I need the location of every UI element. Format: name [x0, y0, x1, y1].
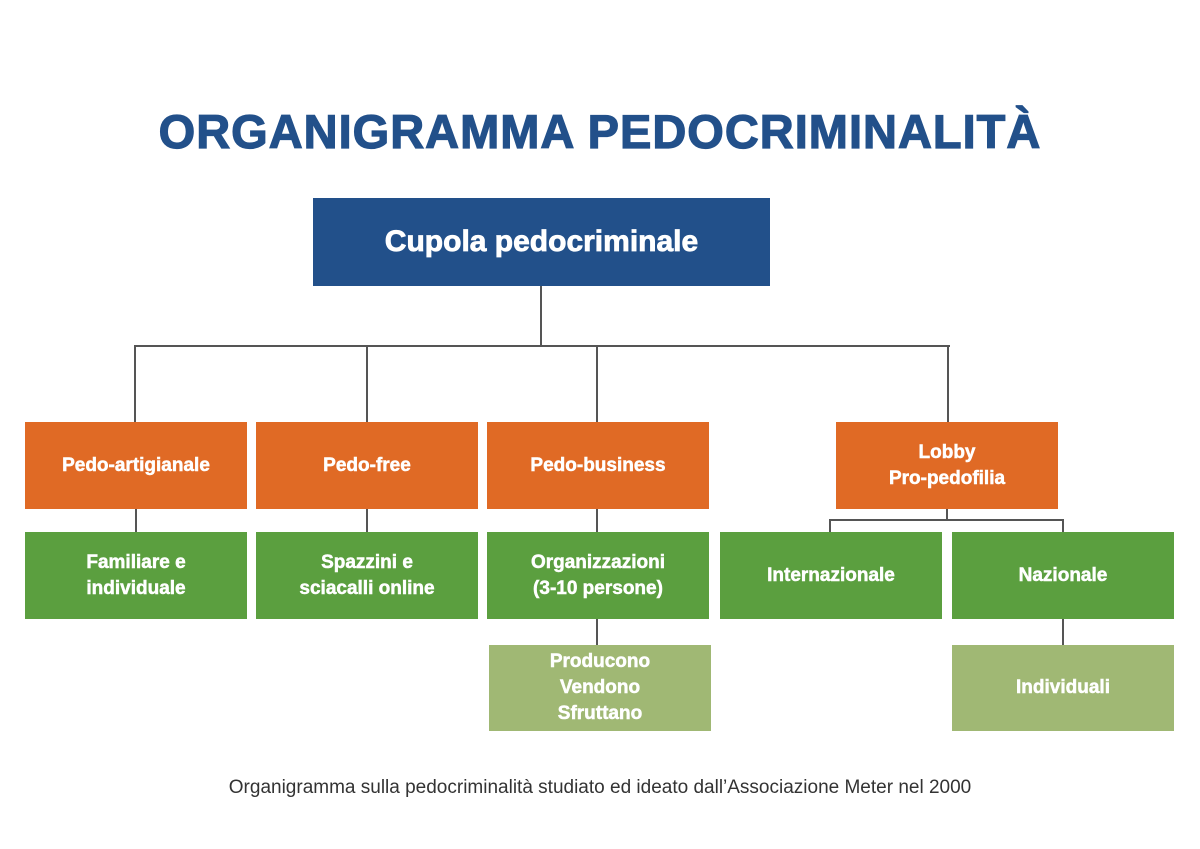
node-pedo-free: Pedo-free: [256, 422, 478, 509]
node-producono: Producono Vendono Sfruttano: [489, 645, 711, 731]
node-familiare: Familiare e individuale: [25, 532, 247, 619]
connector: [829, 519, 831, 532]
chart-title: ORGANIGRAMMA PEDOCRIMINALITÀ: [158, 105, 1042, 158]
node-organizzazioni: Organizzazioni (3-10 persone): [487, 532, 709, 619]
connector: [135, 509, 137, 532]
node-internazionale: Internazionale: [720, 532, 942, 619]
connector: [947, 345, 949, 422]
node-pedo-business: Pedo-business: [487, 422, 709, 509]
connector: [366, 509, 368, 532]
connector: [596, 619, 598, 645]
connector: [366, 345, 368, 422]
connector: [540, 286, 542, 347]
connector: [1062, 619, 1064, 645]
node-spazzini: Spazzini e sciacalli online: [256, 532, 478, 619]
connector: [134, 345, 950, 347]
connector: [1062, 519, 1064, 532]
node-pedo-artigianale: Pedo-artigianale: [25, 422, 247, 509]
connector: [829, 519, 1064, 521]
node-lobby: Lobby Pro-pedofilia: [836, 422, 1058, 509]
connector: [596, 345, 598, 422]
caption: Organigramma sulla pedocriminalità studiato ed ideato dall’Associazione Meter nel 2000: [228, 777, 972, 798]
node-cupola: Cupola pedocriminale: [313, 198, 770, 286]
node-individuali: Individuali: [952, 645, 1174, 731]
connector: [134, 345, 136, 422]
node-nazionale: Nazionale: [952, 532, 1174, 619]
connector: [596, 509, 598, 532]
